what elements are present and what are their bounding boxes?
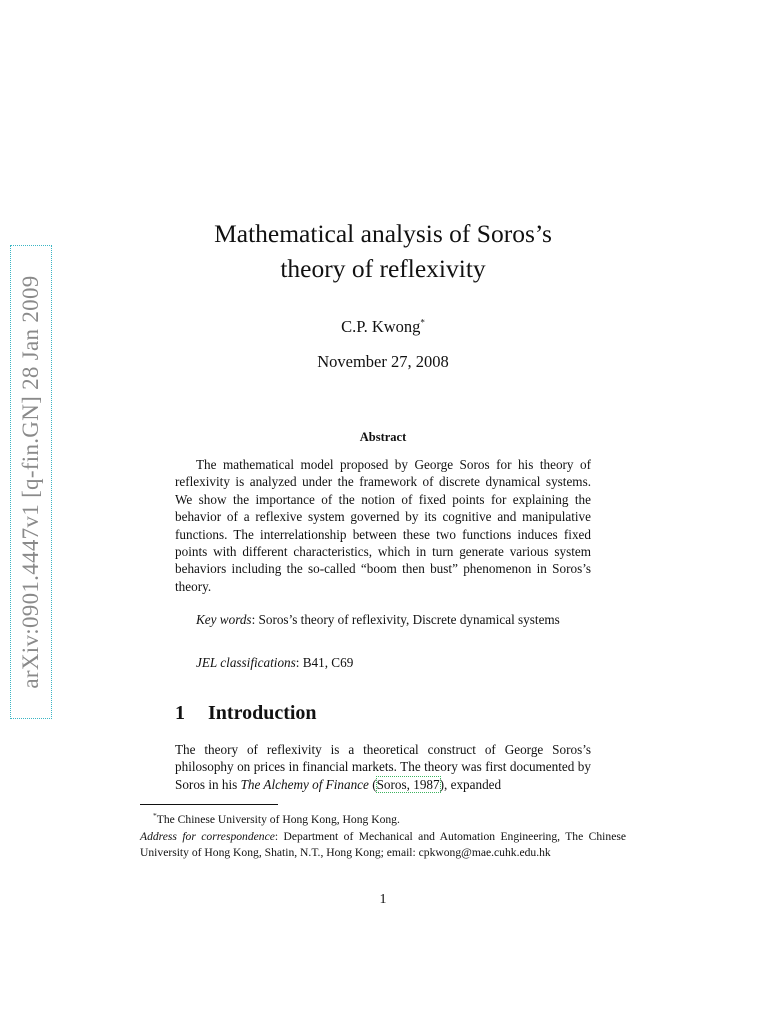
intro-text-b: ( bbox=[368, 776, 377, 792]
footnote-rule bbox=[140, 804, 278, 805]
jel-classifications bbox=[175, 654, 591, 671]
jel-label: JEL classifications bbox=[196, 655, 296, 670]
intro-text-a: The theory of reflexivity is a theoretical construct of George Soros’s philosophy on prices in financial markets. The theory was first documented by Soros in his bbox=[175, 742, 591, 792]
abstract-text: The mathematical model proposed by George Soros for his theory of reflexivity is analyzed under the framework of discrete dynamical systems. We show the importance of the notion of fixed points for explaining the behavior of a reflexive system governed by its cognitive and manipulative functions. The interrelationship between these two functions induces fixed points with different characteristics, which in turn generate various system behaviors including the so-called “boom then bust” phenomenon in Soros’s theory. bbox=[175, 457, 591, 594]
section-title: Introduction bbox=[208, 702, 317, 724]
page-number: 1 bbox=[379, 892, 387, 907]
title-line-1: Mathematical analysis of Soros’s bbox=[214, 219, 552, 248]
paper-title bbox=[140, 216, 626, 286]
arxiv-stamp[interactable] bbox=[10, 245, 52, 719]
intro-text-c: ), expanded bbox=[439, 776, 502, 792]
footnote-mark: * bbox=[153, 811, 157, 820]
address-label: Address for correspondence bbox=[140, 829, 275, 843]
intro-paragraph bbox=[175, 741, 591, 793]
address-text: : Department of Mechanical and Automation Engineering, The Chinese University of Hong Kong, Shatin, N.T., Hong Kong; email: cpkwong@mae.cuhk.edu.hk bbox=[140, 829, 627, 860]
jel-text: : B41, C69 bbox=[295, 655, 354, 670]
keywords bbox=[175, 611, 591, 628]
footnote-address-line bbox=[140, 829, 626, 863]
footnote-affiliation-line bbox=[140, 808, 626, 829]
abstract-body bbox=[175, 456, 591, 595]
footnote-affiliation: The Chinese University of Hong Kong, Hong Kong. bbox=[156, 812, 400, 826]
author-name: C.P. Kwong bbox=[341, 317, 421, 336]
title-line-2: theory of reflexivity bbox=[280, 254, 486, 283]
section-heading bbox=[175, 702, 317, 725]
keywords-text: : Soros’s theory of reflexivity, Discrete dynamical systems bbox=[251, 612, 560, 627]
arxiv-identifier: arXiv:0901.4447v1 [q-fin.GN] 28 Jan 2009 bbox=[18, 275, 43, 689]
paper-date: November 27, 2008 bbox=[317, 352, 449, 371]
section-number: 1 bbox=[175, 702, 185, 724]
citation-link[interactable]: Soros, 1987 bbox=[376, 776, 440, 792]
book-title: The Alchemy of Finance bbox=[240, 776, 369, 792]
author-footnote-mark[interactable]: * bbox=[420, 317, 425, 328]
footnote bbox=[140, 808, 626, 862]
abstract-heading: Abstract bbox=[359, 430, 407, 444]
author bbox=[140, 317, 626, 337]
keywords-label: Key words bbox=[196, 612, 252, 627]
